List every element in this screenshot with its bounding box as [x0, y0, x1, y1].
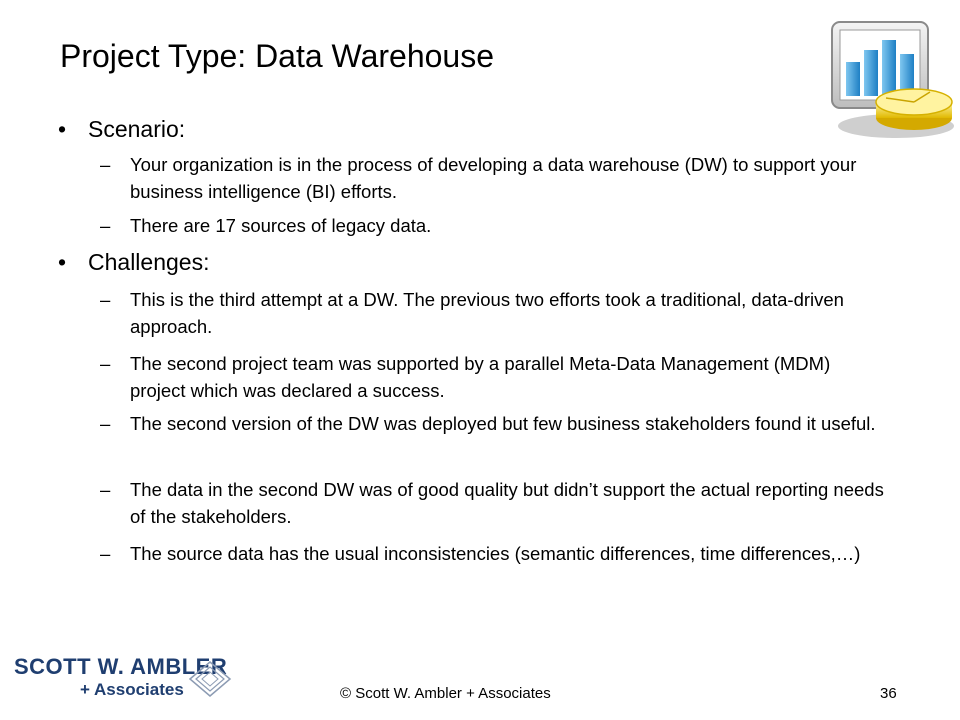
dash-marker: –: [100, 543, 111, 564]
dash-marker: –: [100, 154, 111, 175]
dash-marker: –: [100, 215, 111, 236]
sub-bullet-text: This is the third attempt at a DW. The previous two efforts took a traditional, data-driven approach.: [130, 289, 844, 337]
sub-bullet-text: The data in the second DW was of good quality but didn’t support the actual reporting needs of the stakeholders.: [130, 479, 884, 527]
sub-bullet: [100, 476, 890, 530]
logo-diamond-icon: [186, 656, 234, 702]
company-logo: [14, 652, 234, 710]
footer-copyright: © Scott W. Ambler + Associates: [340, 685, 551, 702]
sub-bullet: [100, 286, 890, 340]
sub-bullet: [100, 540, 890, 567]
sub-bullet: [100, 151, 890, 205]
dash-marker: –: [100, 353, 111, 374]
sub-bullet-text: The second version of the DW was deployed but few business stakeholders found it useful.: [130, 413, 876, 434]
sub-bullet: [100, 350, 890, 404]
bullet-marker: •: [58, 249, 67, 275]
sub-bullet: [100, 410, 890, 437]
dash-marker: –: [100, 479, 111, 500]
sub-bullet-text: There are 17 sources of legacy data.: [130, 215, 432, 236]
logo-line2: + Associates: [80, 680, 184, 699]
sub-bullet-text: Your organization is in the process of developing a data warehouse (DW) to support your business intelligence (BI) efforts.: [130, 154, 857, 202]
bullet-marker: •: [58, 116, 67, 142]
dash-marker: –: [100, 413, 111, 434]
dash-marker: –: [100, 289, 111, 310]
bullet-heading: Challenges:: [88, 249, 210, 275]
sub-bullet-text: The source data has the usual inconsistencies (semantic differences, time differences,…): [130, 543, 861, 564]
sub-bullet-text: The second project team was supported by a parallel Meta-Data Management (MDM) project which was declared a success.: [130, 353, 831, 401]
data-warehouse-chart-icon: [826, 14, 956, 144]
slide-title: Project Type: Data Warehouse: [60, 38, 494, 74]
bullet-heading: Scenario:: [88, 116, 186, 142]
logo-line1: SCOTT W. AMBLER: [14, 654, 228, 679]
page-number: 36: [880, 685, 897, 702]
sub-bullet: [100, 212, 890, 239]
